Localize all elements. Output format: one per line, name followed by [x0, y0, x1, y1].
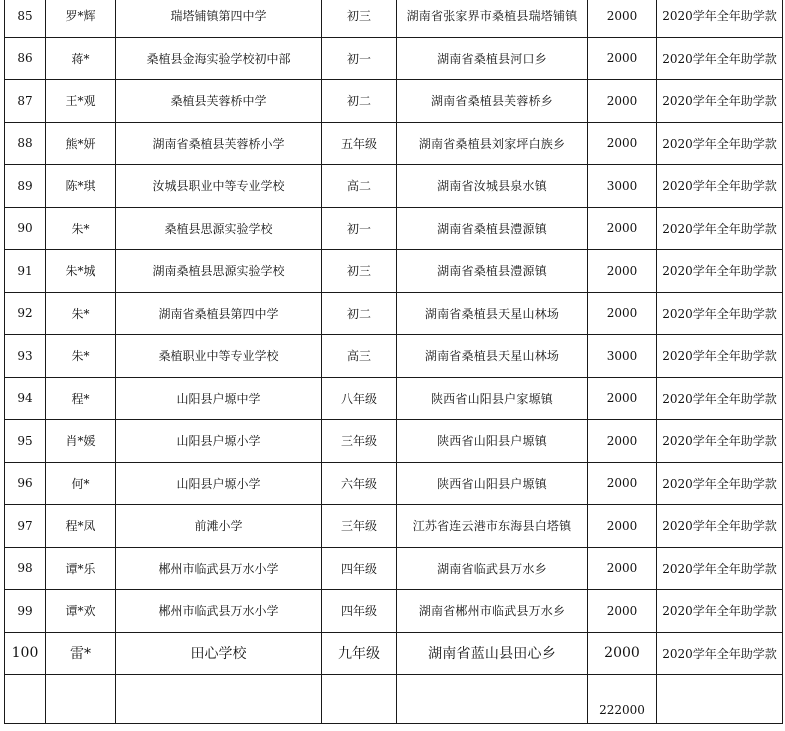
- school-name-cell: 湖南省桑植县芙蓉桥小学: [116, 122, 322, 165]
- row-number-cell: 90: [5, 207, 46, 250]
- grade-level-cell: 四年级: [322, 547, 397, 590]
- grade-level-cell: 三年级: [322, 420, 397, 463]
- student-name-cell: 谭*欢: [46, 590, 116, 633]
- table-row: [5, 122, 783, 165]
- total-row: [5, 675, 783, 724]
- grant-note-cell: 2020学年全年助学款: [657, 547, 783, 590]
- grant-amount-cell: 2000: [588, 590, 657, 633]
- home-address-cell: 湖南省临武县万水乡: [397, 547, 588, 590]
- home-address-cell: 湖南省桑植县刘家坪白族乡: [397, 122, 588, 165]
- home-address-cell: 江苏省连云港市东海县白塔镇: [397, 505, 588, 548]
- table-row: [5, 547, 783, 590]
- grade-level-cell: 初一: [322, 207, 397, 250]
- grant-amount-cell: 2000: [588, 207, 657, 250]
- table-row: [5, 335, 783, 378]
- table-row: [5, 0, 783, 37]
- empty-cell: [322, 675, 397, 724]
- table-row: [5, 80, 783, 123]
- grade-level-cell: 九年级: [322, 632, 397, 675]
- school-name-cell: 桑植职业中等专业学校: [116, 335, 322, 378]
- home-address-cell: 湖南省张家界市桑植县瑞塔铺镇: [397, 0, 588, 37]
- row-number-cell: 93: [5, 335, 46, 378]
- grant-note-cell: 2020学年全年助学款: [657, 80, 783, 123]
- table-row: [5, 250, 783, 293]
- home-address-cell: 湖南省汝城县泉水镇: [397, 165, 588, 208]
- grant-recipient-table: [4, 0, 783, 724]
- table-body: [5, 0, 783, 724]
- grade-level-cell: 三年级: [322, 505, 397, 548]
- grant-note-cell: 2020学年全年助学款: [657, 335, 783, 378]
- table-row: [5, 292, 783, 335]
- grant-note-cell: 2020学年全年助学款: [657, 122, 783, 165]
- row-number-cell: 97: [5, 505, 46, 548]
- home-address-cell: 陕西省山阳县户家塬镇: [397, 377, 588, 420]
- school-name-cell: 桑植县芙蓉桥中学: [116, 80, 322, 123]
- row-number-cell: 91: [5, 250, 46, 293]
- school-name-cell: 郴州市临武县万水小学: [116, 590, 322, 633]
- grant-amount-cell: 2000: [588, 80, 657, 123]
- grant-note-cell: 2020学年全年助学款: [657, 377, 783, 420]
- student-name-cell: 朱*: [46, 207, 116, 250]
- empty-cell: [116, 675, 322, 724]
- grade-level-cell: 初一: [322, 37, 397, 80]
- table-row: [5, 462, 783, 505]
- grant-amount-cell: 2000: [588, 292, 657, 335]
- student-name-cell: 何*: [46, 462, 116, 505]
- table-row: [5, 505, 783, 548]
- grant-note-cell: 2020学年全年助学款: [657, 207, 783, 250]
- grade-level-cell: 五年级: [322, 122, 397, 165]
- row-number-cell: 99: [5, 590, 46, 633]
- grant-amount-cell: 2000: [588, 632, 657, 675]
- student-name-cell: 程*凤: [46, 505, 116, 548]
- grant-note-cell: 2020学年全年助学款: [657, 37, 783, 80]
- grant-note-cell: 2020学年全年助学款: [657, 590, 783, 633]
- student-name-cell: 雷*: [46, 632, 116, 675]
- school-name-cell: 前滩小学: [116, 505, 322, 548]
- home-address-cell: 湖南省桑植县芙蓉桥乡: [397, 80, 588, 123]
- grant-note-cell: 2020学年全年助学款: [657, 292, 783, 335]
- school-name-cell: 山阳县户塬小学: [116, 462, 322, 505]
- grant-amount-cell: 2000: [588, 0, 657, 37]
- grant-note-cell: 2020学年全年助学款: [657, 165, 783, 208]
- grant-note-cell: 2020学年全年助学款: [657, 462, 783, 505]
- school-name-cell: 桑植县思源实验学校: [116, 207, 322, 250]
- table-row: [5, 37, 783, 80]
- table-row: [5, 207, 783, 250]
- grade-level-cell: 高三: [322, 335, 397, 378]
- table-row: [5, 632, 783, 675]
- grade-level-cell: 八年级: [322, 377, 397, 420]
- school-name-cell: 湖南桑植县思源实验学校: [116, 250, 322, 293]
- empty-cell: [397, 675, 588, 724]
- student-name-cell: 程*: [46, 377, 116, 420]
- empty-cell: [657, 675, 783, 724]
- row-number-cell: 98: [5, 547, 46, 590]
- school-name-cell: 瑞塔铺镇第四中学: [116, 0, 322, 37]
- student-name-cell: 谭*乐: [46, 547, 116, 590]
- grade-level-cell: 初二: [322, 292, 397, 335]
- empty-cell: [46, 675, 116, 724]
- grade-level-cell: 初三: [322, 0, 397, 37]
- grade-level-cell: 四年级: [322, 590, 397, 633]
- empty-cell: [5, 675, 46, 724]
- student-name-cell: 朱*: [46, 292, 116, 335]
- home-address-cell: 陕西省山阳县户塬镇: [397, 420, 588, 463]
- grant-note-cell: 2020学年全年助学款: [657, 250, 783, 293]
- grant-amount-cell: 2000: [588, 122, 657, 165]
- home-address-cell: 湖南省桑植县河口乡: [397, 37, 588, 80]
- grant-note-cell: 2020学年全年助学款: [657, 505, 783, 548]
- student-name-cell: 肖*媛: [46, 420, 116, 463]
- row-number-cell: 85: [5, 0, 46, 37]
- grant-amount-cell: 2000: [588, 505, 657, 548]
- row-number-cell: 86: [5, 37, 46, 80]
- student-name-cell: 陈*琪: [46, 165, 116, 208]
- table-row: [5, 420, 783, 463]
- grant-amount-cell: 3000: [588, 165, 657, 208]
- row-number-cell: 92: [5, 292, 46, 335]
- school-name-cell: 山阳县户塬中学: [116, 377, 322, 420]
- grant-amount-cell: 2000: [588, 37, 657, 80]
- row-number-cell: 88: [5, 122, 46, 165]
- table-row: [5, 377, 783, 420]
- school-name-cell: 郴州市临武县万水小学: [116, 547, 322, 590]
- student-name-cell: 熊*妍: [46, 122, 116, 165]
- row-number-cell: 100: [5, 632, 46, 675]
- row-number-cell: 95: [5, 420, 46, 463]
- grant-amount-cell: 2000: [588, 547, 657, 590]
- row-number-cell: 89: [5, 165, 46, 208]
- table-row: [5, 590, 783, 633]
- school-name-cell: 桑植县金海实验学校初中部: [116, 37, 322, 80]
- table-row: [5, 165, 783, 208]
- home-address-cell: 湖南省蓝山县田心乡: [397, 632, 588, 675]
- grant-note-cell: 2020学年全年助学款: [657, 0, 783, 37]
- grade-level-cell: 高二: [322, 165, 397, 208]
- home-address-cell: 陕西省山阳县户塬镇: [397, 462, 588, 505]
- school-name-cell: 田心学校: [116, 632, 322, 675]
- grant-note-cell: 2020学年全年助学款: [657, 420, 783, 463]
- home-address-cell: 湖南省桑植县天星山林场: [397, 292, 588, 335]
- grant-amount-cell: 2000: [588, 377, 657, 420]
- school-name-cell: 山阳县户塬小学: [116, 420, 322, 463]
- home-address-cell: 湖南省桑植县天星山林场: [397, 335, 588, 378]
- student-name-cell: 罗*辉: [46, 0, 116, 37]
- student-name-cell: 王*观: [46, 80, 116, 123]
- grant-amount-cell: 2000: [588, 420, 657, 463]
- school-name-cell: 汝城县职业中等专业学校: [116, 165, 322, 208]
- grant-amount-cell: 2000: [588, 250, 657, 293]
- grant-amount-cell: 2000: [588, 462, 657, 505]
- home-address-cell: 湖南省郴州市临武县万水乡: [397, 590, 588, 633]
- grant-amount-cell: 3000: [588, 335, 657, 378]
- row-number-cell: 87: [5, 80, 46, 123]
- grant-note-cell: 2020学年全年助学款: [657, 632, 783, 675]
- home-address-cell: 湖南省桑植县澧源镇: [397, 250, 588, 293]
- row-number-cell: 96: [5, 462, 46, 505]
- row-number-cell: 94: [5, 377, 46, 420]
- student-name-cell: 蒋*: [46, 37, 116, 80]
- grade-level-cell: 六年级: [322, 462, 397, 505]
- student-name-cell: 朱*城: [46, 250, 116, 293]
- grade-level-cell: 初三: [322, 250, 397, 293]
- school-name-cell: 湖南省桑植县第四中学: [116, 292, 322, 335]
- home-address-cell: 湖南省桑植县澧源镇: [397, 207, 588, 250]
- grade-level-cell: 初二: [322, 80, 397, 123]
- student-name-cell: 朱*: [46, 335, 116, 378]
- total-amount-cell: 222000: [588, 675, 657, 724]
